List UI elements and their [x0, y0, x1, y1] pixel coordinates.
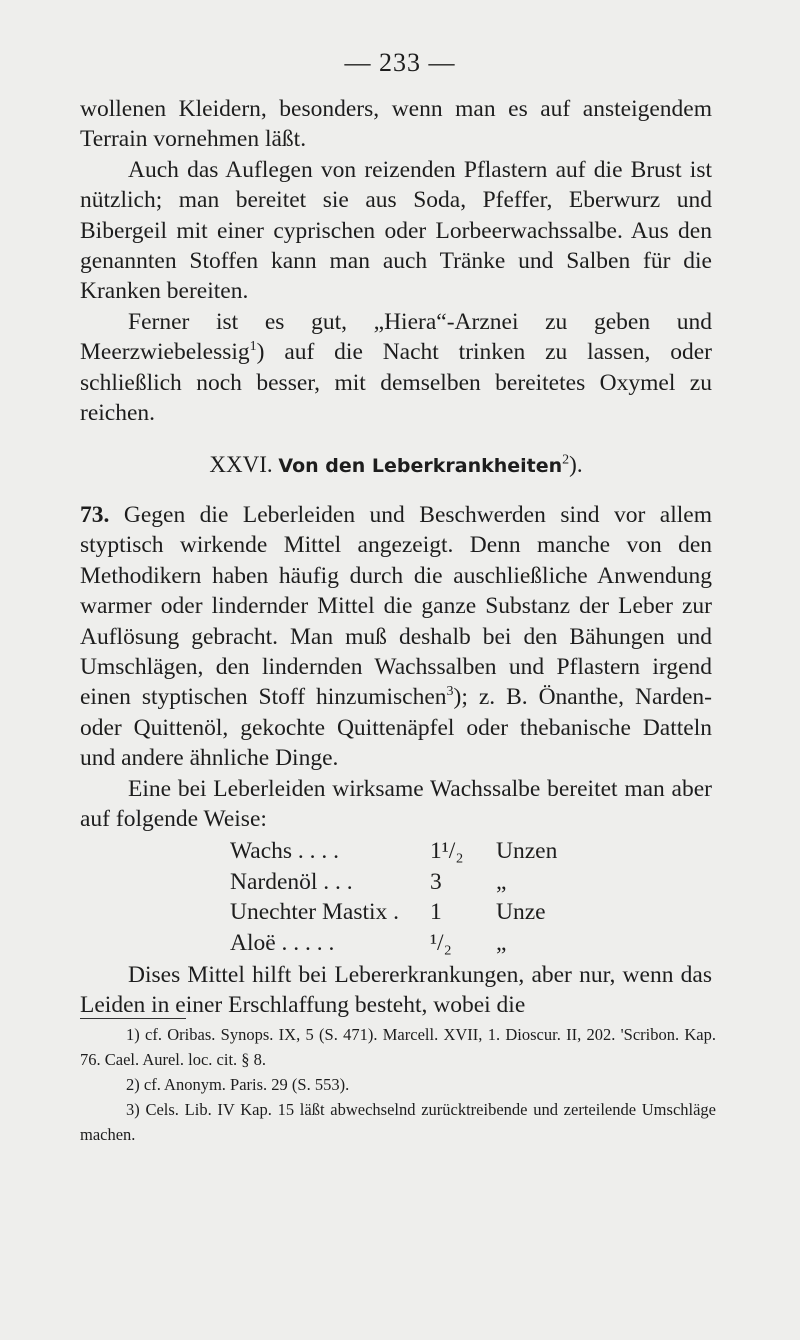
- main-text: [80, 94, 712, 1021]
- section-73: [80, 500, 712, 774]
- unit: „: [496, 929, 507, 956]
- recipe-row: [230, 928, 712, 958]
- paragraph-3-text-b: ) auf die Nacht trinken zu lassen, oder schließlich noch besser, mit demselben bereitetes Oxymel zu reichen.: [80, 339, 712, 427]
- recipe-row: [230, 867, 712, 897]
- footnote-1: 1) cf. Oribas. Synops. IX, 5 (S. 471). Marcell. XVII, 1. Dioscur. II, 202. 'Scribon. Kap. 76. Cael. Aurel. loc. cit. § 8.: [80, 1025, 716, 1069]
- recipe-row: [230, 836, 712, 866]
- unit: „: [496, 868, 507, 895]
- unit: Unze: [496, 899, 546, 926]
- recipe-table: [230, 836, 712, 958]
- paragraph-5: Eine bei Leberleiden wirksame Wachssalbe bereitet man aber auf folgende Weise:: [80, 775, 712, 832]
- paragraph-2: Auch das Auflegen von reizenden Pflastern auf die Brust ist nützlich; man bereitet sie aus Soda, Pfeffer, Eberwurz und Bibergeil mit einer cyprischen oder Lorbeerwachssalbe. Aus den genannten Stoffen kann man auch Tränke und Salben für die Kranken bereiten.: [80, 156, 712, 305]
- amount: 1: [430, 899, 442, 926]
- chapter-title-close: ).: [569, 452, 583, 478]
- section-text-a: Gegen die Leberleiden und Beschwerden sind vor allem styptisch wirkende Mittel angezeigt. Denn manche von den Methodikern haben häufig durch die auschließliche Anwendung warmer oder lindernder Mittel die ganze Substanz der Leber zur Auflösung gebracht. Man muß deshalb bei den Bähungen und Umschlägen, den lindernden Wachssalben und Pflastern irgend einen styptischen Stoff hinzumischen: [80, 501, 712, 711]
- ingredient: Unechter Mastix .: [230, 899, 400, 926]
- page-number: — 233 —: [344, 48, 456, 77]
- paragraph-3-text-a: Ferner ist es gut, „Hiera“-Arznei zu geben und Meerzwiebelessig: [80, 308, 712, 366]
- section-number: 73.: [80, 501, 110, 528]
- paragraph-1: wollenen Kleidern, besonders, wenn man es auf ansteigendem Terrain vornehmen läßt.: [80, 96, 712, 153]
- ingredient: Aloë . . . . .: [230, 929, 335, 956]
- amount: 1¹/₂: [430, 838, 464, 865]
- amount: 3: [430, 868, 442, 895]
- recipe-row: [230, 897, 712, 927]
- amount: ¹/₂: [430, 929, 452, 956]
- ingredient: Wachs . . . .: [230, 838, 340, 865]
- ingredient: Nardenöl . . .: [230, 868, 353, 895]
- footnotes: [80, 1022, 716, 1147]
- footnote-ref-1: 1: [249, 339, 257, 355]
- chapter-title: Von den Leberkrankheiten: [278, 455, 563, 478]
- chapter-numeral: XXVI.: [209, 452, 273, 478]
- footnote-ref-3: 3: [446, 684, 454, 700]
- chapter-heading: [80, 450, 712, 481]
- section-text-b: ); z. B. Önanthe, Narden- oder Quittenöl, gekochte Quittenäpfel oder thebanische Datteln und andere ähnliche Dinge.: [80, 684, 712, 772]
- footnote-3: 3) Cels. Lib. IV Kap. 15 läßt abwechselnd zurücktreibende und zerteilende Umschläge machen.: [80, 1100, 716, 1144]
- paragraph-3: [80, 307, 712, 429]
- paragraph-6: Dises Mittel hilft bei Lebererkrankungen, aber nur, wenn das Leiden in einer Erschlaffung besteht, wobei die: [80, 961, 712, 1019]
- unit: Unzen: [496, 838, 558, 865]
- footnote-2: 2) cf. Anonym. Paris. 29 (S. 553).: [126, 1075, 350, 1094]
- footnote-ref-2: 2: [562, 452, 570, 468]
- footnote-divider: [80, 1018, 186, 1019]
